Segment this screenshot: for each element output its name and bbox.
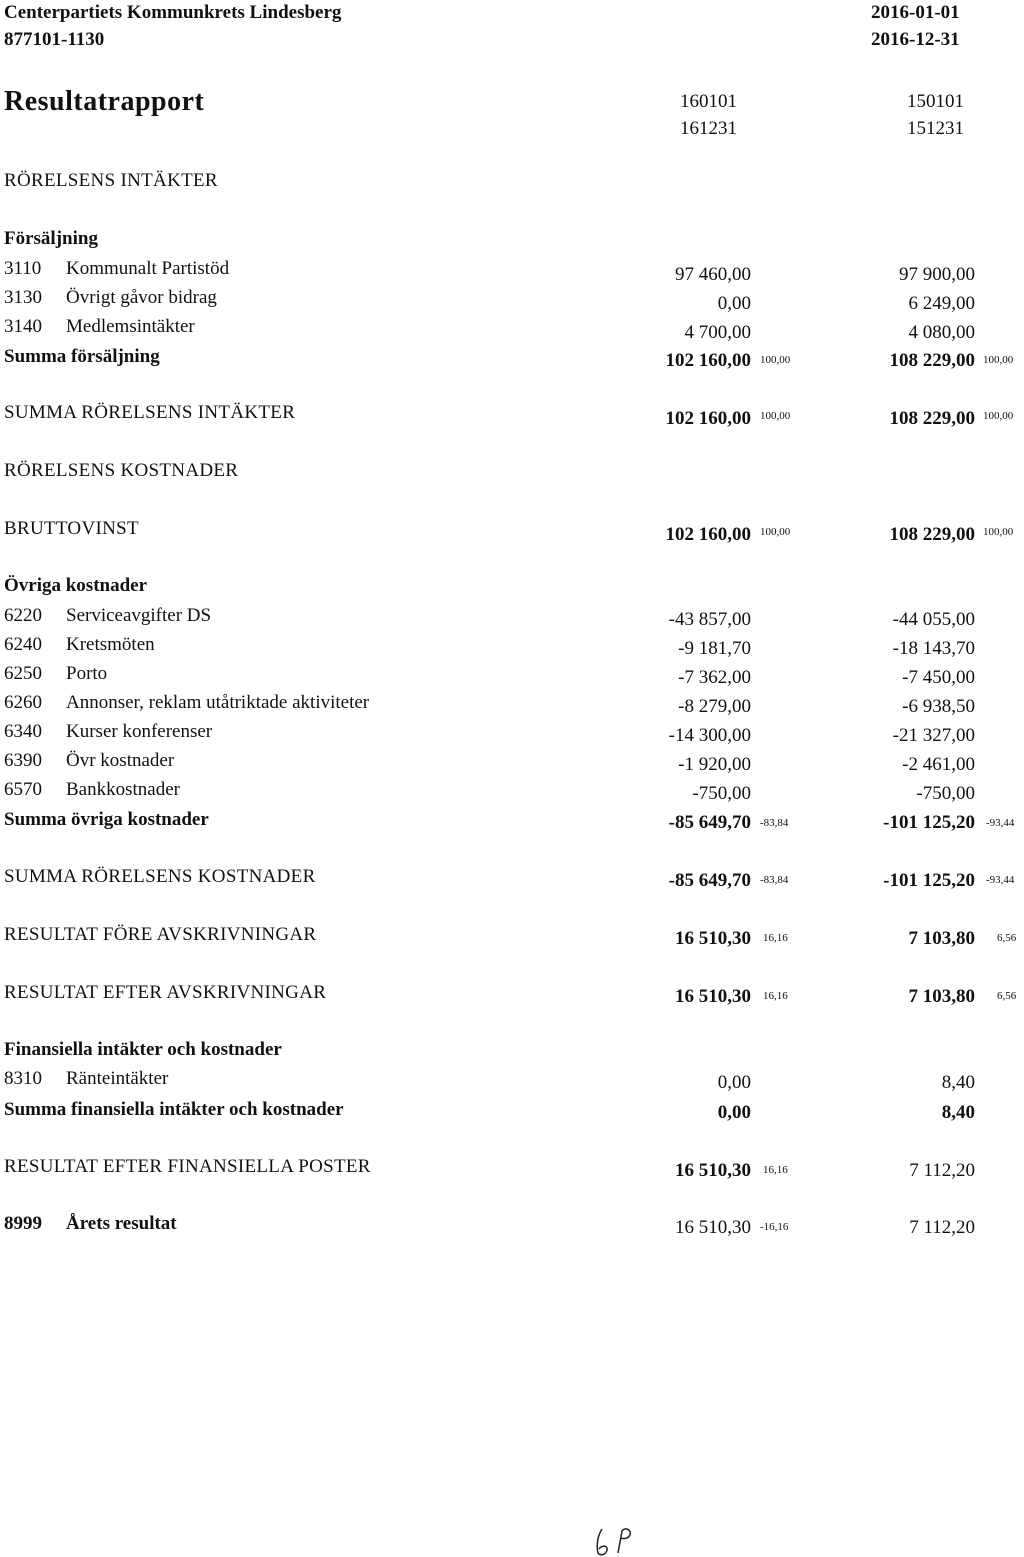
- current-percent: -16,16: [760, 1221, 789, 1233]
- account-number: 6570: [4, 779, 42, 800]
- account-row: [0, 316, 1024, 343]
- section-heading-costs: RÖRELSENS KOSTNADER: [4, 460, 239, 481]
- account-number: 6220: [4, 605, 42, 626]
- account-number: 6340: [4, 721, 42, 742]
- account-name: Kurser konferenser: [66, 721, 213, 742]
- current-value: 102 160,00: [665, 350, 751, 371]
- account-name: Serviceavgifter DS: [66, 605, 212, 626]
- account-name: Ränteintäkter: [66, 1068, 169, 1089]
- account-name: Kretsmöten: [66, 634, 155, 655]
- group-heading-sales: Försäljning: [4, 228, 98, 249]
- date-to: 2016-12-31: [871, 29, 960, 50]
- current-value: 97 460,00: [675, 264, 751, 285]
- current-value: 102 160,00: [665, 408, 751, 429]
- account-row: [0, 663, 1024, 687]
- account-name: Bankkostnader: [66, 779, 180, 800]
- account-row: [0, 721, 1024, 745]
- date-from: 2016-01-01: [871, 2, 960, 23]
- previous-value: 7 103,80: [908, 986, 975, 1007]
- current-value: 0,00: [717, 293, 751, 314]
- current-percent: 100,00: [760, 526, 791, 538]
- previous-value: -21 327,00: [892, 725, 975, 746]
- previous-value: -18 143,70: [892, 638, 975, 659]
- previous-value: -101 125,20: [883, 870, 975, 891]
- total-label: BRUTTOVINST: [4, 518, 139, 539]
- account-number: 8310: [4, 1068, 42, 1089]
- previous-value: 108 229,00: [889, 408, 975, 429]
- org-name: Centerpartiets Kommunkrets Lindesberg: [4, 2, 342, 23]
- subtotal-row: [0, 809, 1024, 833]
- current-percent: -83,84: [760, 817, 789, 829]
- current-value: 4 700,00: [684, 322, 751, 343]
- page-title: Resultatrapport: [4, 86, 205, 117]
- account-number: 3140: [4, 316, 42, 337]
- previous-percent: 100,00: [983, 410, 1014, 422]
- account-name: Porto: [66, 663, 108, 684]
- current-percent: 100,00: [760, 410, 791, 422]
- account-row: [0, 634, 1024, 658]
- total-label: RESULTAT EFTER AVSKRIVNINGAR: [4, 982, 327, 1003]
- previous-value: -44 055,00: [892, 609, 975, 630]
- previous-percent: 100,00: [983, 354, 1014, 366]
- current-value: 16 510,30: [675, 1217, 751, 1238]
- total-label: RESULTAT EFTER FINANSIELLA POSTER: [4, 1156, 371, 1177]
- account-number: 6250: [4, 663, 42, 684]
- subtotal-label: Summa övriga kostnader: [4, 809, 209, 830]
- current-value: -7 362,00: [678, 667, 751, 688]
- previous-value: 8,40: [941, 1102, 975, 1123]
- current-value: -9 181,70: [678, 638, 751, 659]
- previous-value: 4 080,00: [908, 322, 975, 343]
- account-row: [0, 605, 1024, 629]
- org-number: 877101-1130: [4, 29, 105, 50]
- total-row: [0, 982, 1024, 1006]
- account-name: Kommunalt Partistöd: [66, 258, 230, 279]
- previous-value: 6 249,00: [908, 293, 975, 314]
- account-row: [0, 258, 1024, 285]
- account-row: [0, 287, 1024, 314]
- account-row: [0, 692, 1024, 716]
- previous-value: 108 229,00: [889, 524, 975, 545]
- total-row: [0, 1156, 1024, 1180]
- total-row: [0, 924, 1024, 948]
- previous-value: -7 450,00: [902, 667, 975, 688]
- signature-initials-icon: [590, 1525, 640, 1557]
- current-value: -750,00: [692, 783, 751, 804]
- previous-value: -750,00: [916, 783, 975, 804]
- previous-value: 7 112,20: [909, 1217, 975, 1238]
- current-value: -85 649,70: [668, 812, 751, 833]
- previous-value: -2 461,00: [902, 754, 975, 775]
- current-period-start: 160101: [680, 91, 737, 112]
- current-value: 16 510,30: [675, 986, 751, 1007]
- subtotal-row: [0, 1099, 1024, 1123]
- previous-value: -6 938,50: [902, 696, 975, 717]
- total-label: RESULTAT FÖRE AVSKRIVNINGAR: [4, 924, 317, 945]
- account-row: [0, 750, 1024, 774]
- total-label: SUMMA RÖRELSENS KOSTNADER: [4, 866, 316, 887]
- subtotal-label: Summa försäljning: [4, 346, 160, 367]
- previous-value: 97 900,00: [899, 264, 975, 285]
- previous-percent: 6,56: [997, 932, 1017, 944]
- group-heading-other-costs: Övriga kostnader: [4, 575, 148, 596]
- account-name: Medlemsintäkter: [66, 316, 195, 337]
- total-row: [0, 518, 1024, 545]
- account-name: Årets resultat: [66, 1213, 177, 1234]
- current-percent: 16,16: [763, 990, 788, 1002]
- previous-percent: 100,00: [983, 526, 1014, 538]
- total-row: [0, 402, 1024, 429]
- subtotal-label: Summa finansiella intäkter och kostnader: [4, 1099, 344, 1120]
- total-row: [0, 866, 1024, 890]
- account-number: 6390: [4, 750, 42, 771]
- total-label: SUMMA RÖRELSENS INTÄKTER: [4, 402, 296, 423]
- previous-value: 7 103,80: [908, 928, 975, 949]
- section-heading-revenue: RÖRELSENS INTÄKTER: [4, 170, 218, 191]
- current-percent: 100,00: [760, 354, 791, 366]
- previous-period-end: 151231: [907, 118, 964, 139]
- current-value: 0,00: [717, 1102, 751, 1123]
- current-percent: 16,16: [763, 932, 788, 944]
- account-number: 6240: [4, 634, 42, 655]
- current-value: 0,00: [717, 1072, 751, 1093]
- group-heading-financial: Finansiella intäkter och kostnader: [4, 1039, 282, 1060]
- current-value: -43 857,00: [668, 609, 751, 630]
- current-value: 16 510,30: [675, 1160, 751, 1181]
- current-value: -1 920,00: [678, 754, 751, 775]
- account-name: Annonser, reklam utåtriktade aktiviteter: [66, 692, 370, 713]
- current-percent: 16,16: [763, 1164, 788, 1176]
- previous-period-start: 150101: [907, 91, 964, 112]
- previous-percent: -93,44: [986, 874, 1015, 886]
- previous-percent: 6,56: [997, 990, 1017, 1002]
- account-row: [0, 1068, 1024, 1092]
- account-name: Övr kostnader: [66, 750, 175, 771]
- previous-percent: -93,44: [986, 817, 1015, 829]
- account-name: Övrigt gåvor bidrag: [66, 287, 217, 308]
- previous-value: -101 125,20: [883, 812, 975, 833]
- account-number: 3110: [4, 258, 42, 279]
- current-value: -14 300,00: [668, 725, 751, 746]
- account-number: 8999: [4, 1213, 42, 1234]
- subtotal-row: [0, 346, 1024, 370]
- previous-value: 8,40: [941, 1072, 975, 1093]
- current-value: 16 510,30: [675, 928, 751, 949]
- current-value: 102 160,00: [665, 524, 751, 545]
- current-percent: -83,84: [760, 874, 789, 886]
- previous-value: 108 229,00: [889, 350, 975, 371]
- current-value: -8 279,00: [678, 696, 751, 717]
- previous-value: 7 112,20: [909, 1160, 975, 1181]
- current-period-end: 161231: [680, 118, 737, 139]
- current-value: -85 649,70: [668, 870, 751, 891]
- account-number: 6260: [4, 692, 42, 713]
- account-row: [0, 779, 1024, 803]
- account-number: 3130: [4, 287, 42, 308]
- result-row: [0, 1213, 1024, 1237]
